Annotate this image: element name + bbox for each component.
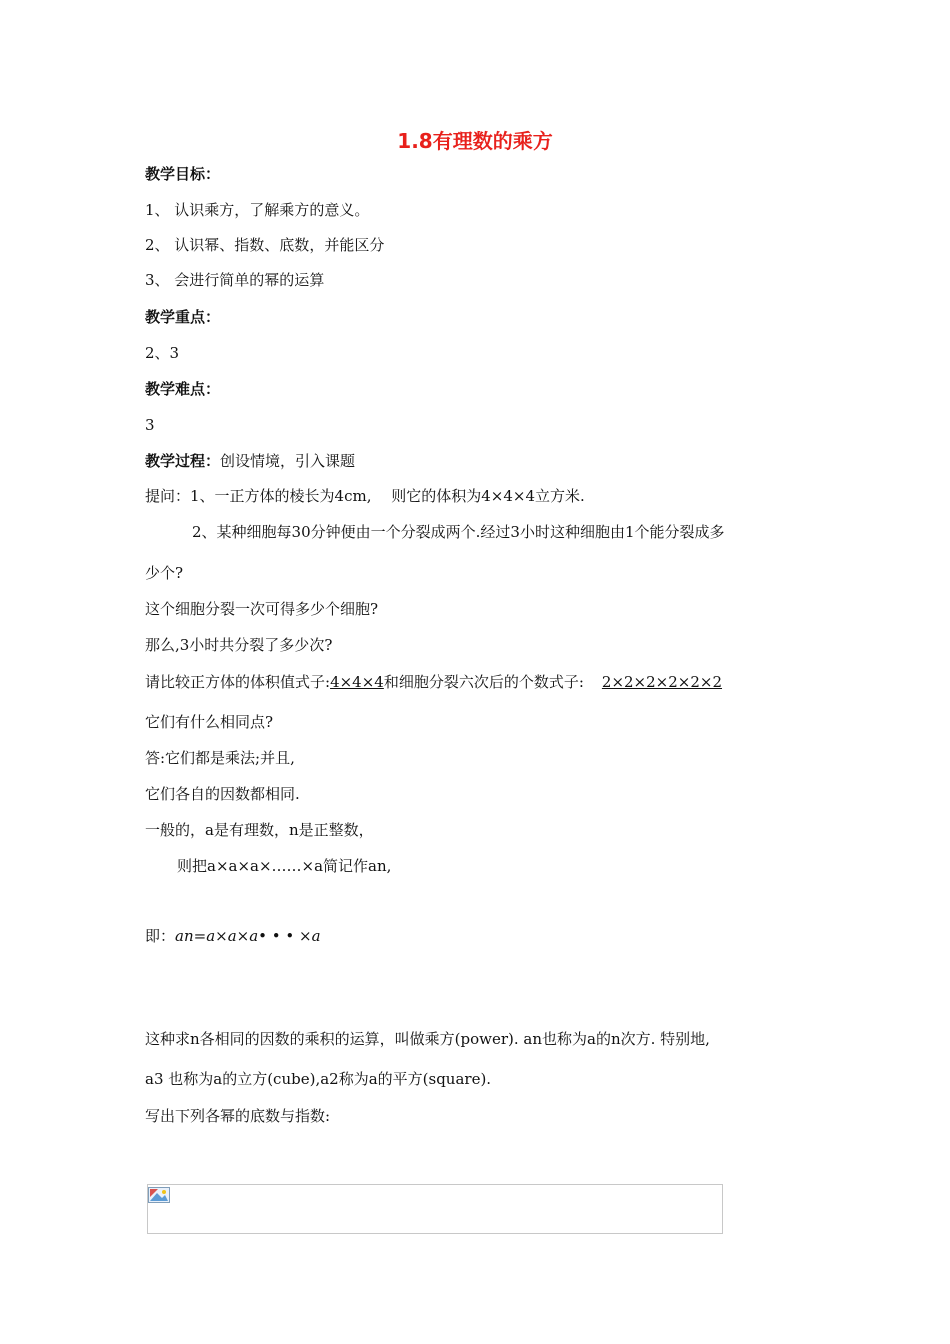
cell-count-expression: 2×2×2×2×2×2	[601, 673, 723, 691]
process-text: 创设情境，引入课题	[220, 452, 356, 470]
goal-item-3: 3、 会进行简单的幂的运算	[145, 271, 325, 289]
exercise-image-placeholder	[147, 1184, 723, 1234]
question-2-line-1: 2、某种细胞每30分钟便由一个分裂成两个.经过3小时这种细胞由1个能分裂成多	[192, 523, 725, 541]
difficulties-heading: 教学难点：	[145, 380, 221, 398]
cube-volume-expression: 4×4×4	[330, 673, 384, 691]
broken-image-icon	[148, 1187, 170, 1203]
difficulties-text: 3	[145, 416, 155, 434]
exercise-prompt: 写出下列各幂的底数与指数:	[145, 1107, 331, 1125]
general-statement: 一般的，a是有理数，n是正整数，	[145, 821, 374, 839]
question-2-line-2: 少个?	[145, 564, 184, 582]
question-4: 那么,3小时共分裂了多少次?	[145, 636, 333, 654]
process-line	[145, 451, 355, 471]
compare-line	[145, 672, 722, 692]
answer-line-2: 它们各自的因数都相同.	[145, 785, 300, 803]
definition-line: 则把a×a×a×……×a简记作an,	[177, 857, 392, 875]
key-points-heading: 教学重点：	[145, 308, 221, 326]
question-1: 提问：1、一正方体的棱长为4cm, 则它的体积为4×4×4立方米.	[145, 487, 585, 505]
question-3: 这个细胞分裂一次可得多少个细胞?	[145, 600, 379, 618]
ie-label: 即：	[145, 927, 176, 945]
goal-item-2: 2、 认识幂、指数、底数，并能区分	[145, 236, 385, 254]
power-definition-line-1: 这种求n各相同的因数的乘积的运算，叫做乘方(power). an也称为a的n次方. 特别地,	[145, 1030, 710, 1048]
question-5: 它们有什么相同点?	[145, 713, 274, 731]
power-expansion: an=a×a×a• • • ×a	[175, 927, 321, 945]
document-title: 1.8有理数的乘方	[397, 129, 553, 153]
goals-heading: 教学目标：	[145, 165, 221, 183]
compare-middle: 和细胞分裂六次后的个数式子:	[383, 673, 584, 691]
answer-line-1: 答:它们都是乘法;并且,	[145, 749, 295, 767]
power-definition-line-2: a3 也称为a的立方(cube),a2称为a的平方(square).	[145, 1070, 492, 1088]
ie-line	[145, 926, 321, 946]
process-heading: 教学过程：	[145, 452, 221, 470]
compare-prefix: 请比较正方体的体积值式子:	[145, 673, 331, 691]
key-points-text: 2、3	[145, 344, 180, 362]
goal-item-1: 1、 认识乘方，了解乘方的意义。	[145, 201, 370, 219]
